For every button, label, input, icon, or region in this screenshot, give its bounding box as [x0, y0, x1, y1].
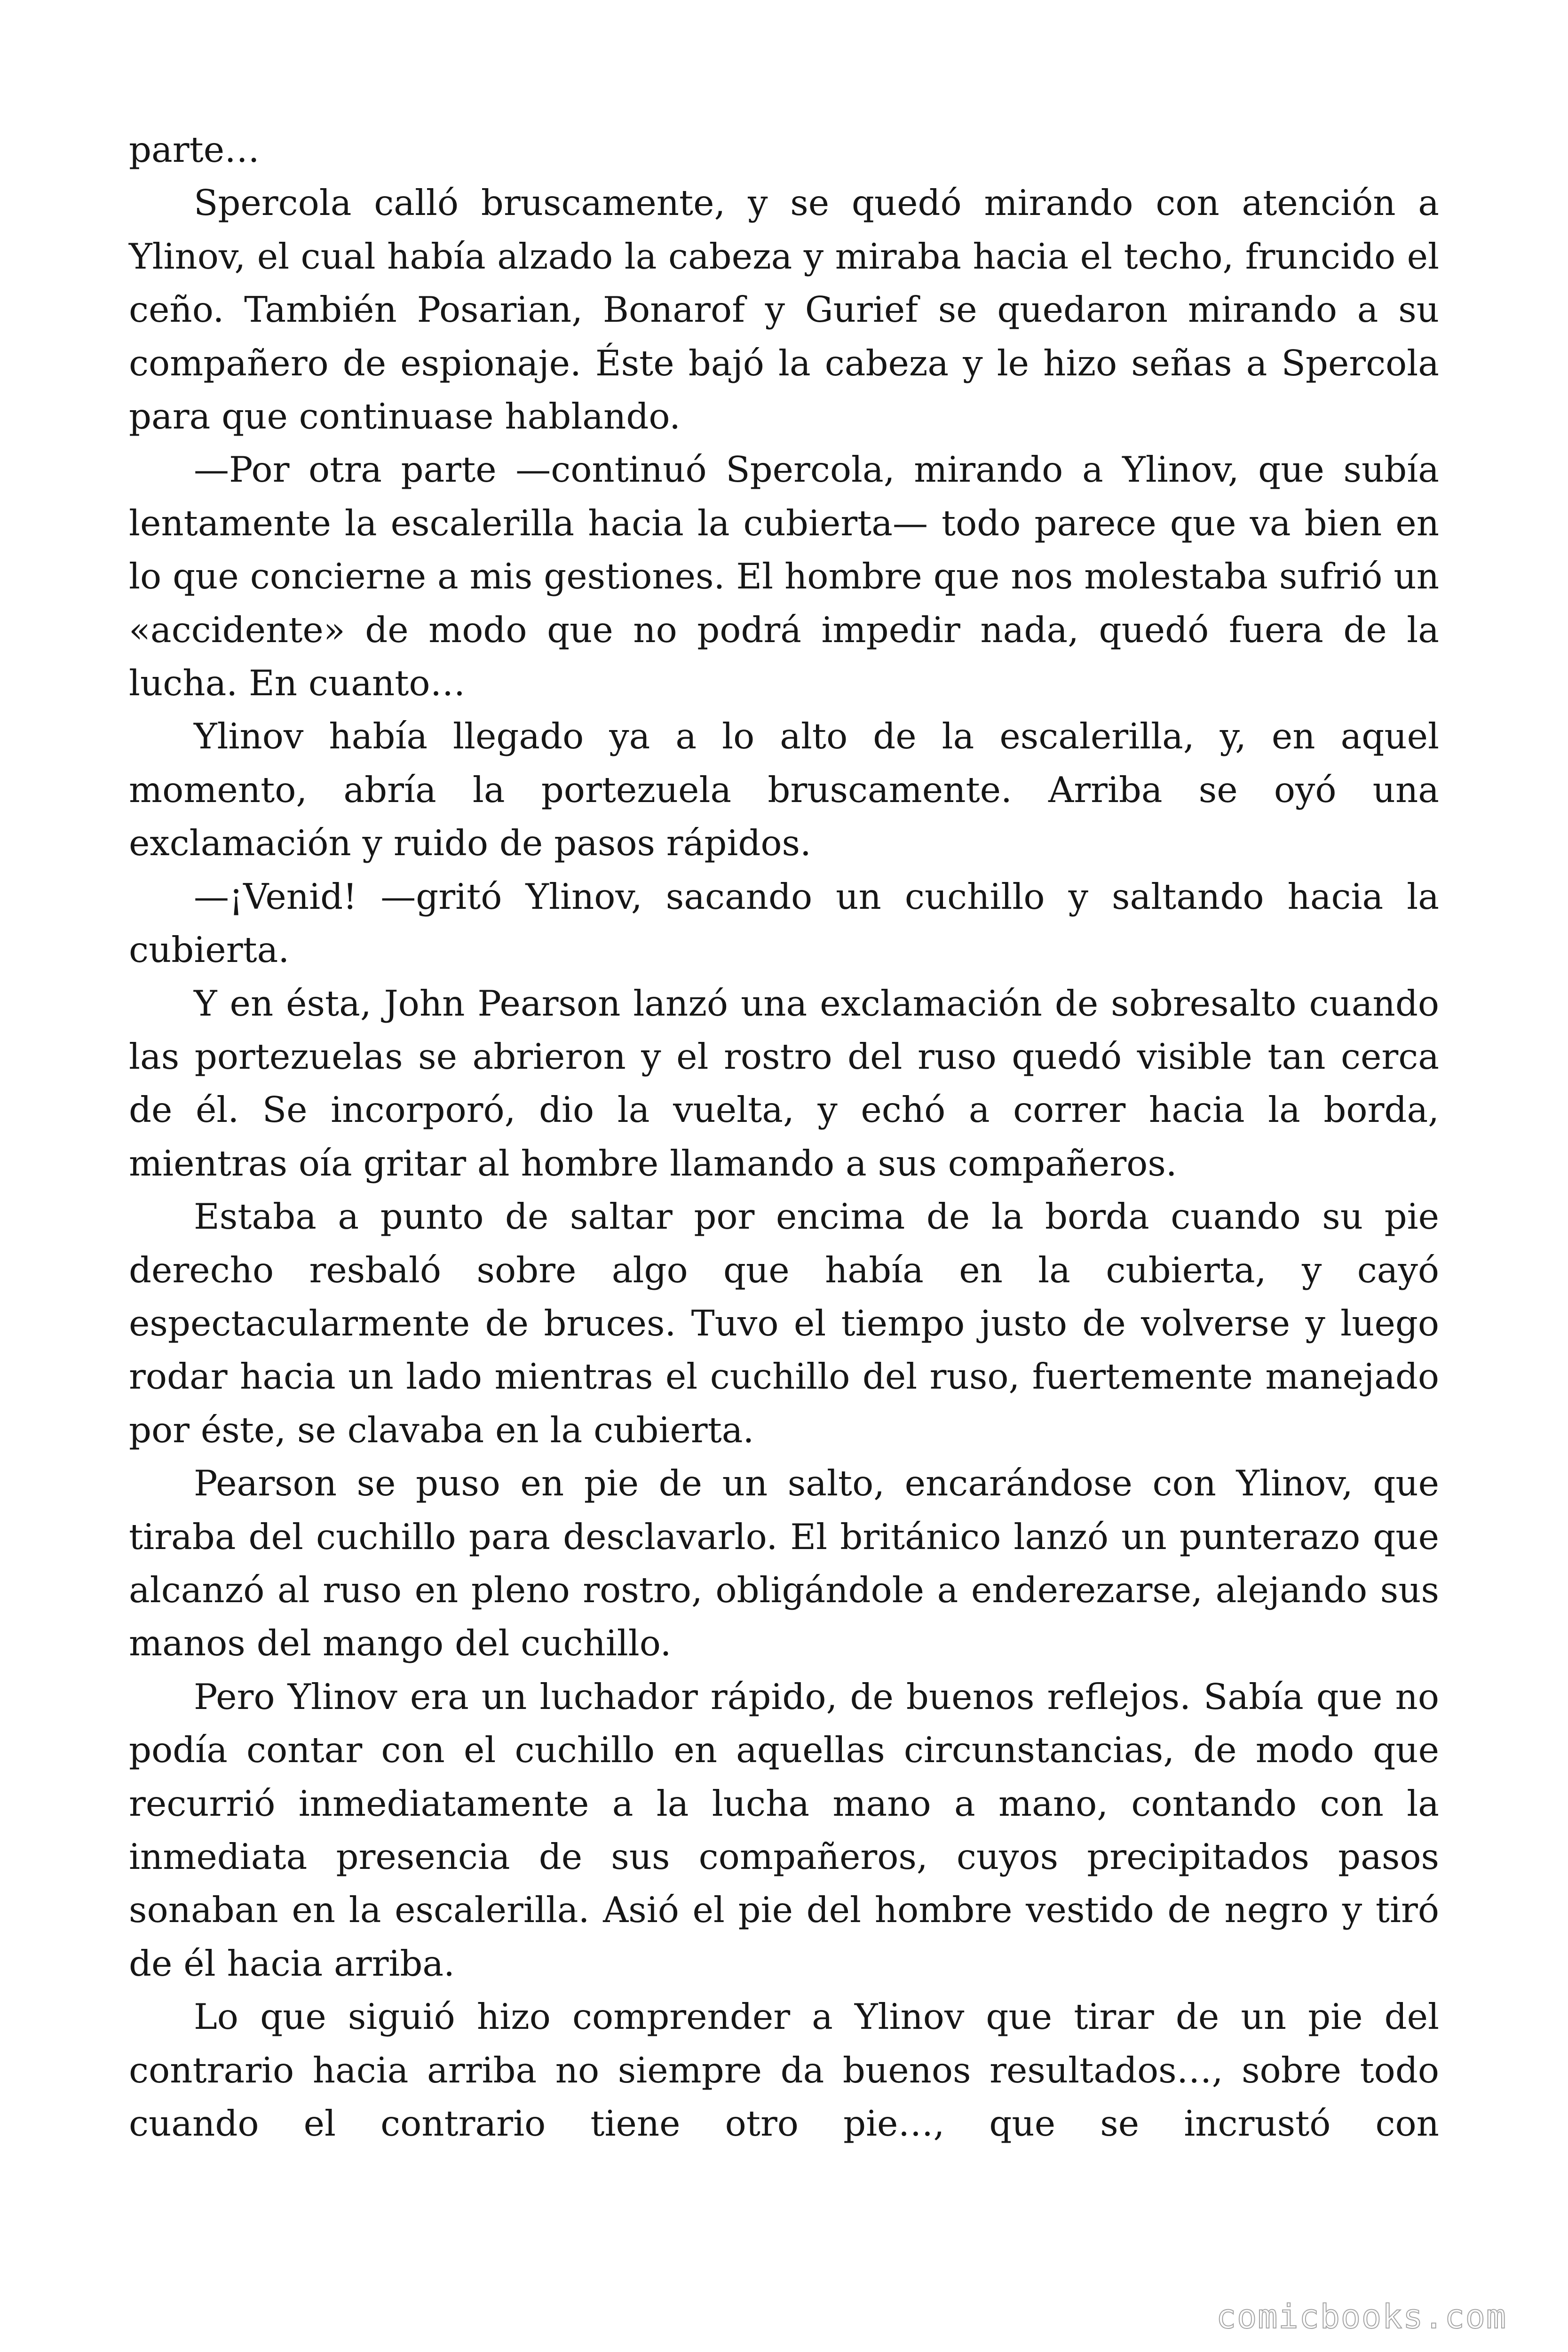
- paragraph: Pero Ylinov era un luchador rápido, de buenos reflejos. Sabía que no podía contar con el cuchillo en aquellas circunstancias, de modo que recurrió inmediatamente a la lucha mano a mano, contando con la inmediata presencia de sus compañeros, cuyos precipitados pasos sonaban en la escalerilla. Asió el pie del hombre vestido de negro y tiró de él hacia arriba.: [129, 1676, 1439, 1984]
- paragraph: —Por otra parte —continuó Spercola, mirando a Ylinov, que subía lentamente la escalerilla hacia la cubierta— todo parece que va bien en lo que concierne a mis gestiones. El hombre que nos molestaba sufrió un «accidente» de modo que no podrá impedir nada, quedó fuera de la lucha. En cuanto…: [129, 449, 1439, 704]
- watermark: comicbooks.com: [1216, 2297, 1507, 2336]
- paragraph: Ylinov había llegado ya a lo alto de la escalerilla, y, en aquel momento, abría la portezuela bruscamente. Arriba se oyó una exclamación y ruido de pasos rápidos.: [129, 715, 1439, 864]
- paragraph-last: Lo que siguió hizo comprender a Ylinov que tirar de un pie del contrario hacia arriba no siempre da buenos resultados…, sobre todo cuando el contrario tiene otro pie…, que se incrustó con: [129, 1996, 1439, 2145]
- paragraph: Y en ésta, John Pearson lanzó una exclamación de sobresalto cuando las portezuelas se abrieron y el rostro del ruso quedó visible tan cerca de él. Se incorporó, dio la vuelta, y echó a correr hacia la borda, mientras oía gritar al hombre llamando a sus compañeros.: [129, 982, 1439, 1184]
- paragraph-continuation: parte…: [129, 129, 260, 170]
- paragraph: Estaba a punto de saltar por encima de la borda cuando su pie derecho resbaló sobre algo que había en la cubierta, y cayó espectacularmente de bruces. Tuvo el tiempo justo de volverse y luego rodar hacia un lado mientras el cuchillo del ruso, fuertemente manejado por éste, se clavaba en la cubierta.: [129, 1196, 1439, 1451]
- paragraph: Pearson se puso en pie de un salto, encarándose con Ylinov, que tiraba del cuchillo para desclavarlo. El británico lanzó un punterazo que alcanzó al ruso en pleno rostro, obligándole a enderezarse, alejando sus manos del mango del cuchillo.: [129, 1462, 1439, 1664]
- page-body: [129, 123, 1439, 2150]
- paragraph: Spercola calló bruscamente, y se quedó mirando con atención a Ylinov, el cual había alzado la cabeza y miraba hacia el techo, fruncido el ceño. También Posarian, Bonarof y Gurief se quedaron mirando a su compañero de espionaje. Éste bajó la cabeza y le hizo señas a Spercola para que continuase hablando.: [129, 182, 1439, 437]
- paragraph: —¡Venid! —gritó Ylinov, sacando un cuchillo y saltando hacia la cubierta.: [129, 875, 1439, 971]
